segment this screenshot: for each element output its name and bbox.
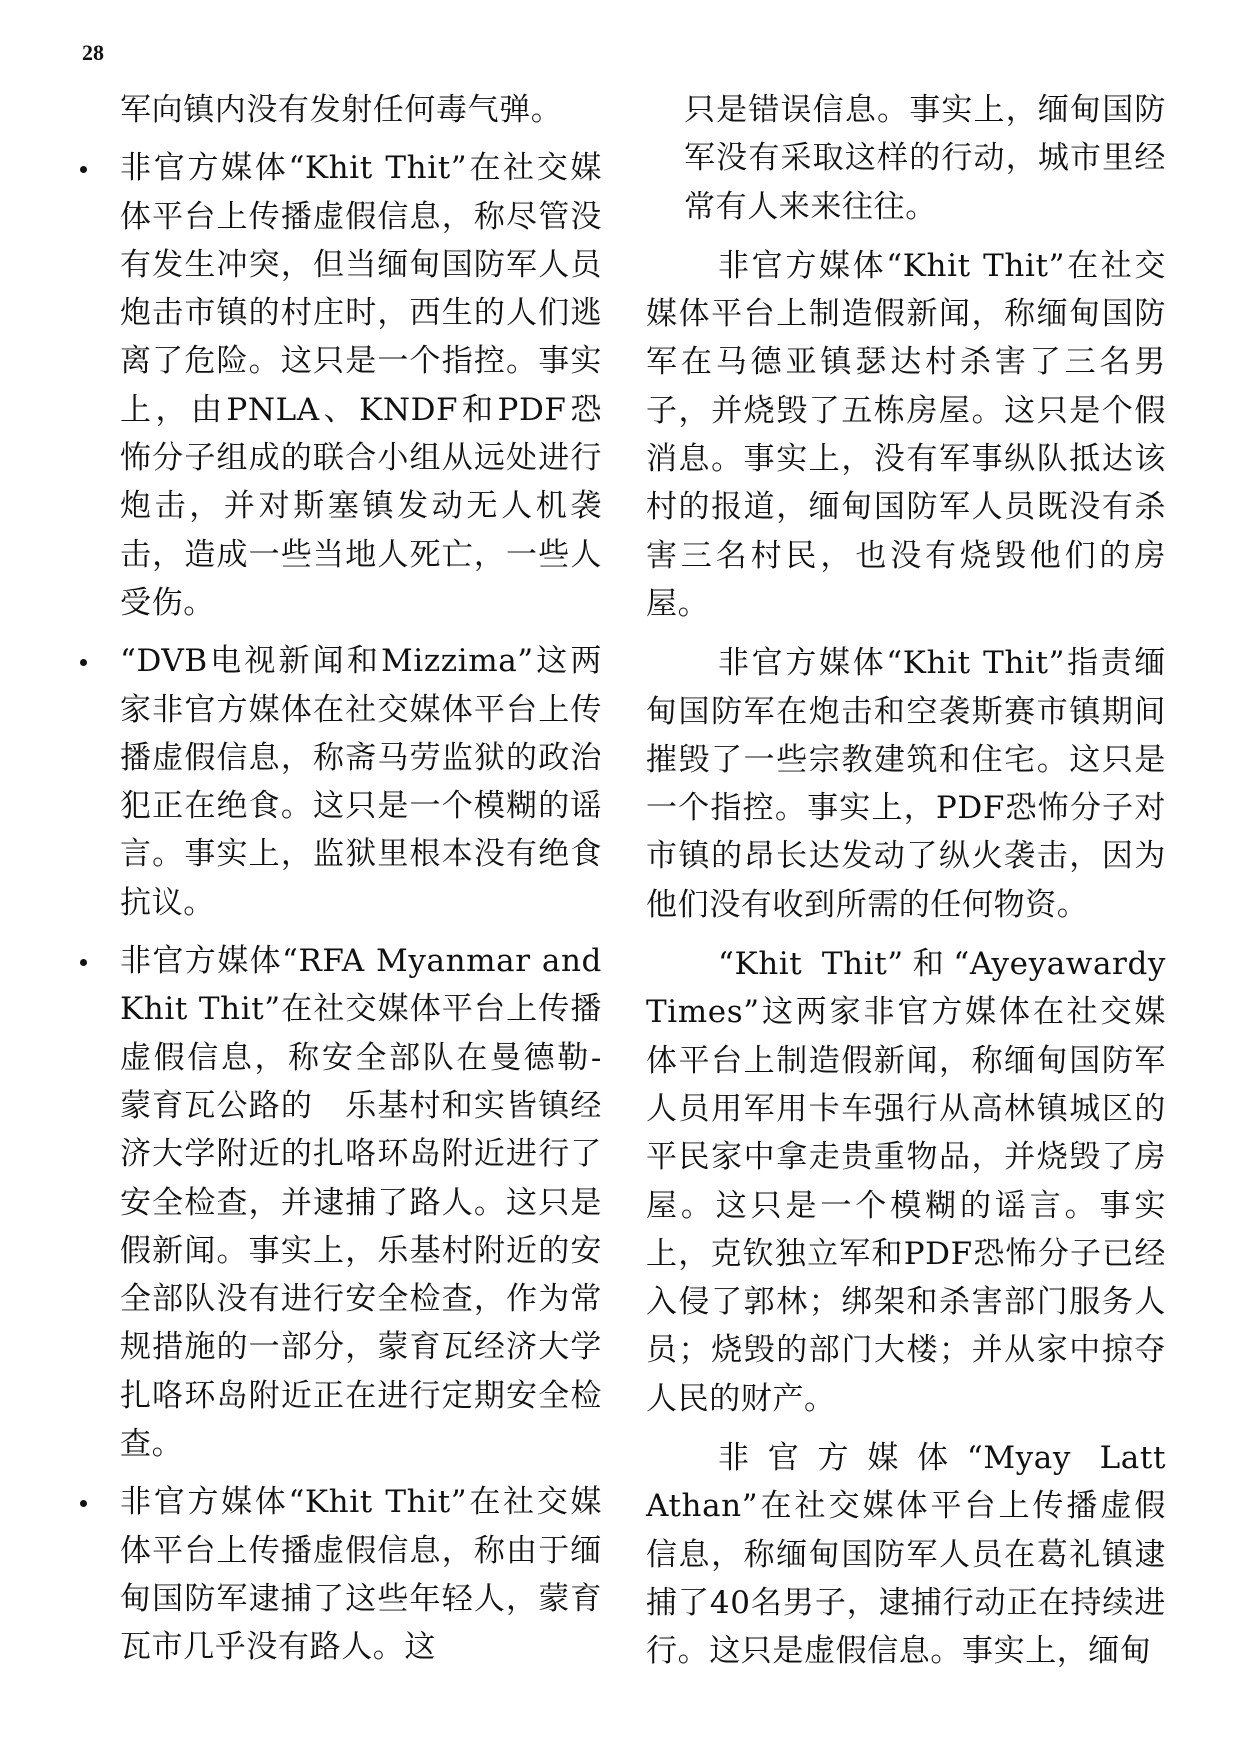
left-column — [120, 86, 602, 1682]
page-number: 28 — [82, 40, 104, 65]
continued-paragraph: 军向镇内没有发射任何毒气弹。 — [120, 92, 563, 128]
body-paragraph: 非官方媒体“Myay Latt Athan”在社交媒体平台上传播虚假信息，称缅甸国防军人员在葛礼镇逮捕了40名男子，逮捕行动正在持续进行。这只是虚假信息。事实上，缅甸 — [646, 1440, 1166, 1670]
bullet-item — [120, 144, 602, 627]
bullet-item — [120, 937, 602, 1468]
bullet-text: 非官方媒体“Khit Thit”在社交媒体平台上传播虚假信息，称尽管没有发生冲突，但当缅甸国防军人员炮击市镇的村庄时，西生的人们逃离了危险。这只是一个指控。事实上，由PNLA、KNDF和PDF恐怖分子组成的联合小组从远处进行炮击，并对斯塞镇发动无人机袭击，造成一些当地人死亡，一些人受伤。 — [120, 150, 602, 621]
body-paragraph: “Khit Thit”和“Ayeyawardy Times”这两家非官方媒体在社交媒体平台上制造假新闻，称缅甸国防军人员用军用卡车强行从高林镇城区的平民家中拿走贵重物品，并烧毁了房屋。这只是一个模糊的谣言。事实上，克钦独立军和PDF恐怖分子已经入侵了郭林；绑架和杀害部门服务人员；烧毁的部门大楼；并从家中掠夺人民的财产。 — [646, 946, 1166, 1417]
right-column — [646, 86, 1166, 1687]
continued-paragraph: 只是错误信息。事实上，缅甸国防军没有采取这样的行动，城市里经常有人来来往往。 — [684, 92, 1166, 225]
bullet-text: 非官方媒体“Khit Thit”在社交媒体平台上传播虚假信息，称由于缅甸国防军逮捕了这些年轻人，蒙育瓦市几乎没有路人。这 — [120, 1484, 602, 1666]
bullet-text: “DVB电视新闻和Mizzima”这两家非官方媒体在社交媒体平台上传播虚假信息，称斋马劳监狱的政治犯正在绝食。这只是一个模糊的谣言。事实上，监狱里根本没有绝食抗议。 — [120, 643, 602, 921]
bullet-dot-icon — [80, 1500, 87, 1507]
bullet-item — [120, 637, 602, 927]
bullet-item — [120, 1478, 602, 1671]
body-paragraph: 非官方媒体“Khit Thit”在社交媒体平台上制造假新闻，称缅甸国防军在马德亚镇瑟达村杀害了三名男子，并烧毁了五栋房屋。这只是个假消息。事实上，没有军事纵队抵达该村的报道，缅甸国防军人员既没有杀害三名村民，也没有烧毁他们的房屋。 — [646, 247, 1166, 622]
bullet-dot-icon — [80, 166, 87, 173]
bullet-text: 非官方媒体“RFA Myanmar and Khit Thit”在社交媒体平台上传播虚假信息，称安全部队在曼德勒-蒙育瓦公路的 乐基村和实皆镇经济大学附近的扎咯环岛附近进行了安全检查，并逮捕了路人。这只是假新闻。事实上，乐基村附近的安全部队没有进行安全检查，作为常规措施的一部分，蒙育瓦经济大学扎咯环岛附近正在进行定期安全检查。 — [120, 943, 602, 1463]
bullet-dot-icon — [80, 959, 87, 966]
body-paragraph: 非官方媒体“Khit Thit”指责缅甸国防军在炮击和空袭斯赛市镇期间摧毁了一些宗教建筑和住宅。这只是一个指控。事实上，PDF恐怖分子对市镇的昂长达发动了纵火袭击，因为他们没有收到所需的任何物资。 — [646, 645, 1166, 923]
bullet-dot-icon — [80, 659, 87, 666]
